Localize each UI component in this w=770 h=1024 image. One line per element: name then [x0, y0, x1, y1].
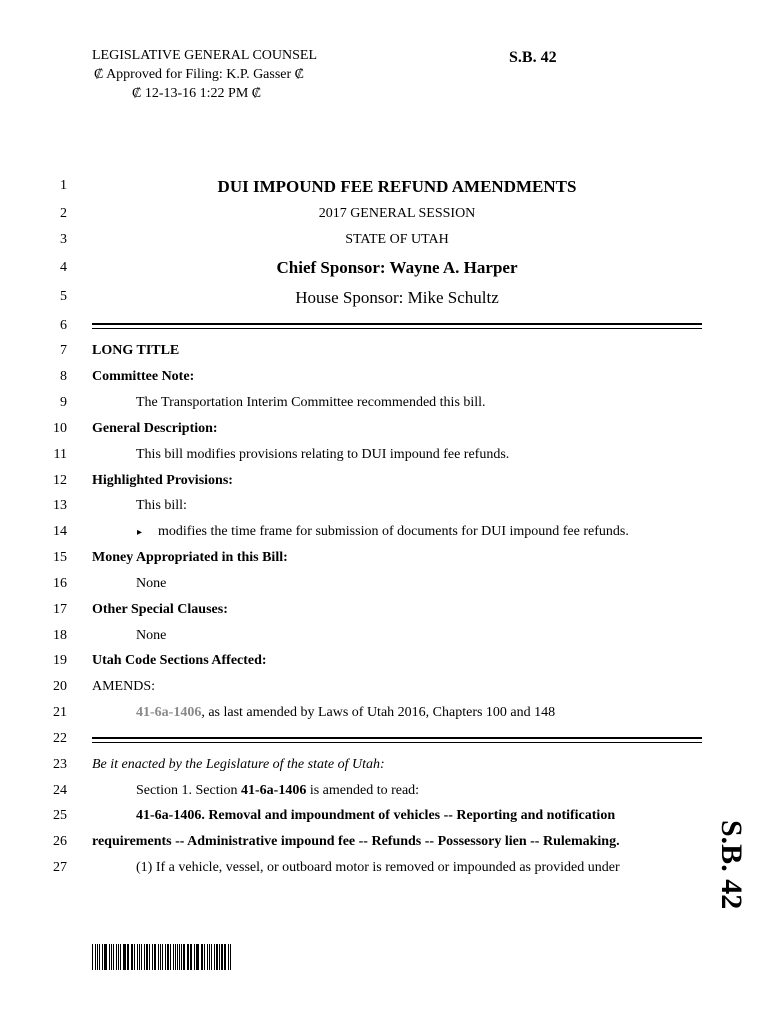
committee-note-text: The Transportation Interim Committee recommended this bill. — [136, 395, 486, 410]
code-sections-label: Utah Code Sections Affected: — [92, 653, 267, 668]
special-clauses-label: Other Special Clauses: — [92, 602, 228, 617]
barcode-bar — [152, 944, 153, 970]
house-sponsor: House Sponsor: Mike Schultz — [295, 288, 499, 307]
this-bill-text: This bill: — [136, 498, 187, 513]
barcode-bar — [202, 944, 203, 970]
barcode-bar — [170, 944, 171, 970]
barcode-bar — [146, 944, 148, 970]
section-1-code: 41-6a-1406 — [241, 783, 307, 798]
bill-title: DUI IMPOUND FEE REFUND AMENDMENTS — [217, 177, 577, 196]
barcode-bar — [123, 944, 124, 970]
section-1-suffix: is amended to read: — [306, 783, 420, 798]
line-number: 14 — [53, 524, 67, 539]
section-1-line — [136, 783, 419, 799]
barcode-bar — [134, 944, 135, 970]
barcode-bar — [228, 944, 229, 970]
line-number: 22 — [53, 731, 67, 746]
provision-text: modifies the time frame for submission of documents for DUI impound fee refunds. — [158, 524, 629, 539]
barcode-bar — [113, 944, 114, 970]
barcode-bar — [214, 944, 215, 970]
amended-section — [136, 705, 555, 721]
side-bill-number: S.B. 42 — [715, 820, 748, 910]
line-number: 18 — [53, 628, 67, 643]
body-rule-bottom — [92, 742, 702, 743]
line-number: 24 — [53, 783, 67, 798]
state: STATE OF UTAH — [345, 232, 449, 247]
section-heading-line-1: 41-6a-1406. Removal and impoundment of vehicles -- Reporting and notification — [136, 808, 616, 823]
barcode-bar — [230, 944, 231, 970]
header-bill-number: S.B. 42 — [509, 49, 557, 66]
barcode-bar — [216, 944, 218, 970]
header-approved: ₡ Approved for Filing: K.P. Gasser ₡ — [94, 67, 304, 82]
special-clauses-value: None — [136, 628, 167, 643]
section-link[interactable]: 41-6a-1406 — [136, 705, 202, 720]
barcode-bar — [109, 944, 110, 970]
barcode-bar — [179, 944, 180, 970]
section-heading-line-2: requirements -- Administrative impound fee -- Refunds -- Possessory lien -- Rulemaking. — [92, 834, 620, 849]
line-number: 6 — [60, 318, 67, 333]
body-rule-top — [92, 737, 702, 739]
barcode-bar — [197, 944, 198, 970]
highlighted-provisions-label: Highlighted Provisions: — [92, 473, 233, 488]
barcode-bar — [104, 944, 105, 970]
line-number: 15 — [53, 550, 67, 565]
barcode-bar — [201, 944, 202, 970]
barcode-bar — [188, 944, 189, 970]
barcode-bar — [131, 944, 132, 970]
section-history: , as last amended by Laws of Utah 2016, Chapters 100 and 148 — [201, 705, 556, 720]
barcode-bar — [194, 944, 195, 970]
bullet-icon: ▸ — [137, 527, 143, 538]
barcode-bar — [162, 944, 163, 970]
line-number: 5 — [60, 289, 67, 304]
line-number: 1 — [60, 178, 67, 193]
barcode-bar — [209, 944, 210, 970]
barcode-bar — [165, 944, 166, 970]
line-number: 2 — [60, 206, 67, 221]
line-number: 17 — [53, 602, 67, 617]
barcode-bar — [154, 944, 155, 970]
line-number: 13 — [53, 498, 67, 513]
barcode-bar — [127, 944, 129, 970]
barcode-bar — [105, 944, 107, 970]
line-number: 19 — [53, 653, 67, 668]
chief-sponsor: Chief Sponsor: Wayne A. Harper — [276, 258, 518, 277]
money-appropriated-value: None — [136, 576, 167, 591]
barcode-bar — [224, 944, 225, 970]
general-description-text: This bill modifies provisions relating to DUI impound fee refunds. — [136, 447, 510, 462]
line-number: 8 — [60, 369, 67, 384]
section-1-prefix: Section 1. Section — [136, 783, 241, 798]
long-title-heading: LONG TITLE — [92, 343, 180, 358]
barcode-bar — [144, 944, 145, 970]
barcode-bar — [211, 944, 212, 970]
barcode-bar — [175, 944, 176, 970]
barcode-bar — [173, 944, 174, 970]
barcode-bar — [102, 944, 103, 970]
barcode-bar — [204, 944, 205, 970]
line-number: 4 — [60, 260, 67, 275]
barcode-bar — [219, 944, 220, 970]
line-number: 23 — [53, 757, 67, 772]
barcode-bar — [92, 944, 93, 970]
barcode-bar — [190, 944, 192, 970]
barcode-bar — [118, 944, 119, 970]
barcode-bar — [207, 944, 208, 970]
barcode-bar — [137, 944, 138, 970]
paragraph-1: (1) If a vehicle, vessel, or outboard motor is removed or impounded as provided under — [136, 860, 620, 875]
barcode-bar — [221, 944, 222, 970]
barcode-bar — [111, 944, 112, 970]
barcode-bar — [187, 944, 188, 970]
committee-note-label: Committee Note: — [92, 369, 195, 384]
session: 2017 GENERAL SESSION — [318, 206, 476, 221]
enacting-clause: Be it enacted by the Legislature of the state of Utah: — [92, 757, 385, 772]
line-number: 20 — [53, 679, 67, 694]
barcode-bar — [141, 944, 142, 970]
header-datetime: ₡ 12-13-16 1:22 PM ₡ — [132, 86, 262, 101]
barcode-bar — [183, 944, 184, 970]
barcode-bar — [177, 944, 178, 970]
line-number: 21 — [53, 705, 67, 720]
line-number: 26 — [53, 834, 67, 849]
line-number: 9 — [60, 395, 67, 410]
barcode-bar — [181, 944, 182, 970]
amends-label: AMENDS: — [92, 679, 156, 694]
barcode-bar — [124, 944, 125, 970]
barcode-bar — [99, 944, 100, 970]
line-number: 11 — [53, 447, 67, 462]
title-rule-bottom — [92, 328, 702, 329]
barcode-image — [92, 944, 232, 970]
barcode-bar — [95, 944, 96, 970]
line-number: 3 — [60, 232, 67, 247]
general-description-label: General Description: — [92, 421, 218, 436]
barcode-bar — [225, 944, 226, 970]
barcode-bar — [158, 944, 159, 970]
money-appropriated-label: Money Appropriated in this Bill: — [92, 550, 288, 565]
barcode-bar — [139, 944, 140, 970]
barcode-bar — [149, 944, 150, 970]
barcode-bar — [196, 944, 197, 970]
line-number: 10 — [53, 421, 67, 436]
barcode-bar — [160, 944, 161, 970]
line-number: 25 — [53, 808, 67, 823]
line-number: 27 — [53, 860, 67, 875]
barcode-bar — [120, 944, 121, 970]
barcode-bar — [97, 944, 98, 970]
line-number: 7 — [60, 343, 67, 358]
header-counsel: LEGISLATIVE GENERAL COUNSEL — [92, 48, 318, 63]
barcode-bar — [167, 944, 169, 970]
barcode-bar — [116, 944, 117, 970]
barcode-bar — [155, 944, 156, 970]
title-rule-top — [92, 323, 702, 325]
line-number: 12 — [53, 473, 67, 488]
barcode-bar — [132, 944, 133, 970]
line-number: 16 — [53, 576, 67, 591]
